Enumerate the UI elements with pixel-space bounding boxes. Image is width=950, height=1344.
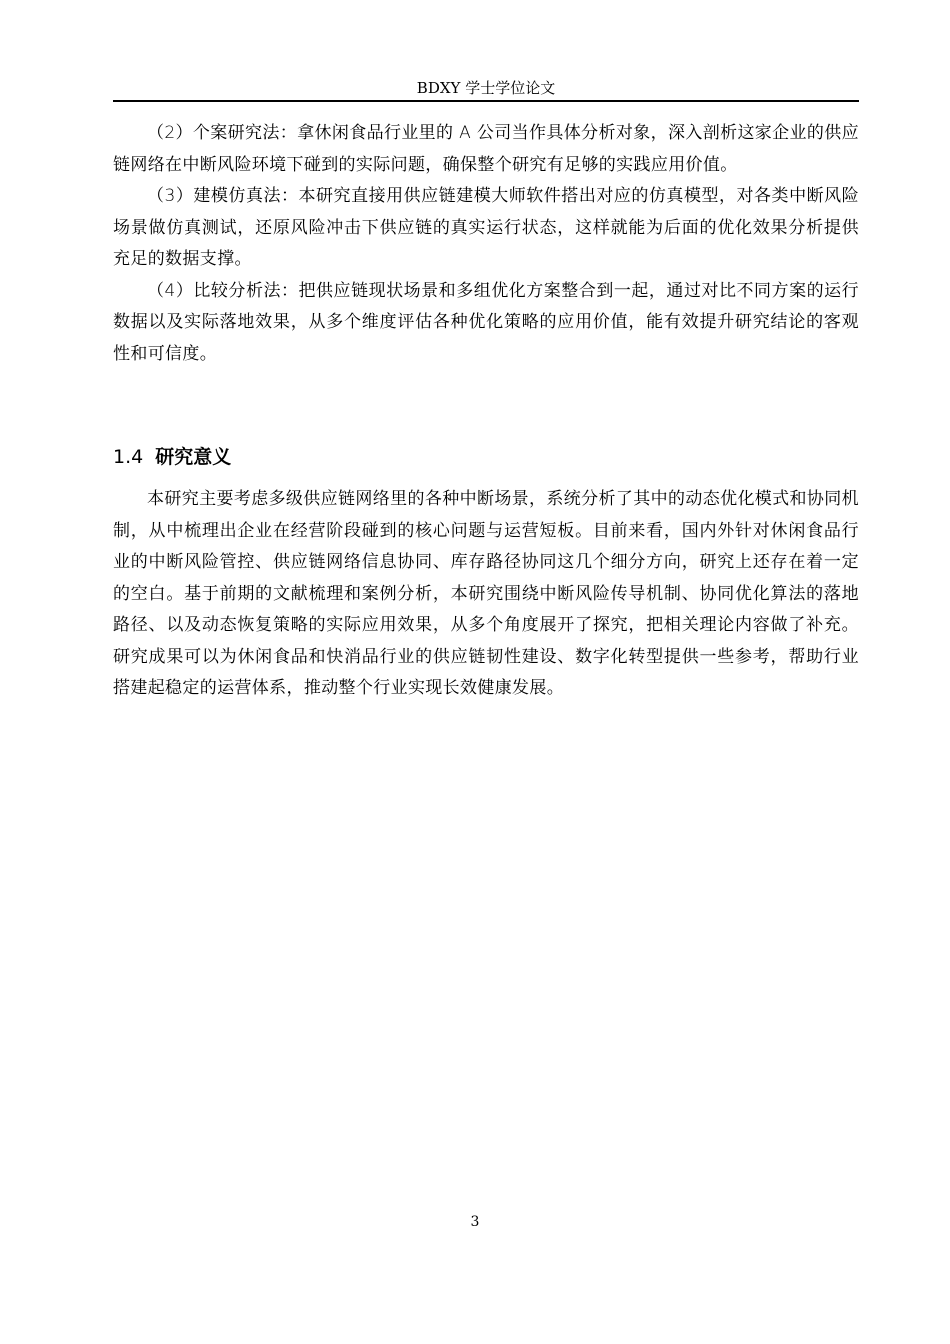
section-number: 1.4 <box>113 446 144 468</box>
section-heading <box>113 443 231 471</box>
section-title: 研究意义 <box>155 446 232 468</box>
significance-paragraph: 本研究主要考虑多级供应链网络里的各种中断场景，系统分析了其中的动态优化模式和协同机制，从中梳理出企业在经营阶段碰到的核心问题与运营短板。目前来看，国内外针对休闲食品行业的中断风险管控、供应链网络信息协同、库存路径协同这几个细分方向，研究上还存在着一定的空白。基于前期的文献梳理和案例分析，本研究围绕中断风险传导机制、协同优化算法的落地路径、以及动态恢复策略的实际应用效果，从多个角度展开了探究，把相关理论内容做了补充。研究成果可以为休闲食品和快消品行业的供应链韧性建设、数字化转型提供一些参考，帮助行业搭建起稳定的运营体系，推动整个行业实现长效健康发展。 <box>113 489 859 698</box>
running-header: BDXY 学士学位论文 <box>416 79 556 97</box>
methods-list <box>113 118 859 370</box>
method-simulation: （3）建模仿真法：本研究直接用供应链建模大师软件搭出对应的仿真模型，对各类中断风险场景做仿真测试，还原风险冲击下供应链的真实运行状态，这样就能为后面的优化效果分析提供充足的数据支撑。 <box>113 186 859 269</box>
header-rule <box>113 100 859 102</box>
method-case-study: （2）个案研究法：拿休闲食品行业里的 A 公司当作具体分析对象，深入剖析这家企业的供应链网络在中断风险环境下碰到的实际问题，确保整个研究有足够的实践应用价值。 <box>113 123 859 175</box>
page-number: 3 <box>470 1214 480 1230</box>
section-body <box>113 484 859 705</box>
method-comparison: （4）比较分析法：把供应链现状场景和多组优化方案整合到一起，通过对比不同方案的运行数据以及实际落地效果，从多个维度评估各种优化策略的应用价值，能有效提升研究结论的客观性和可信度。 <box>113 280 859 364</box>
